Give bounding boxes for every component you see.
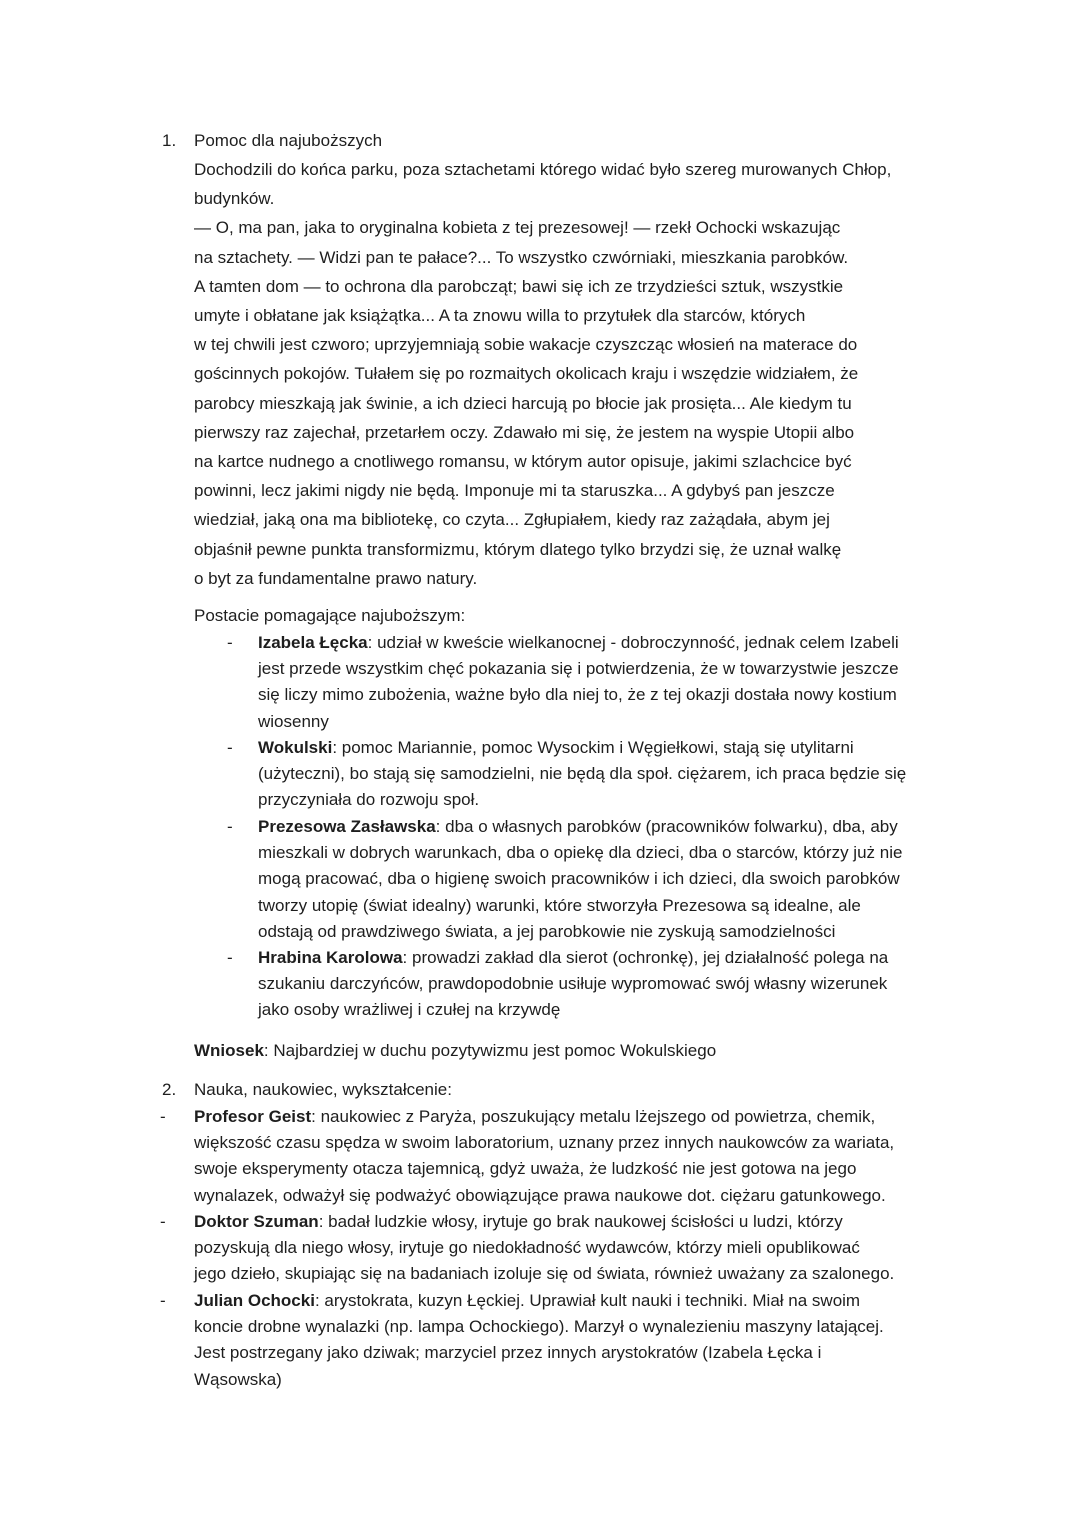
conclusion: Wniosek: Najbardziej w duchu pozytywizmu jest pomoc Wokulskiego bbox=[194, 1041, 717, 1060]
conclusion-label: Wniosek bbox=[194, 1041, 264, 1060]
passage-line: gościnnych pokojów. Tułałem się po rozmaitych okolicach kraju i wszędzie widziałem, że bbox=[194, 364, 859, 384]
character-name: Hrabina Karolowa bbox=[258, 948, 403, 967]
passage-line: A tamten dom — to ochrona dla parobcząt; bawi się ich ze trzydzieści sztuk, wszystkie bbox=[194, 276, 844, 296]
passage-line: pierwszy raz zajechał, przetarłem oczy. Zdawało mi się, że jestem na wyspie Utopii albo bbox=[194, 422, 855, 442]
passage-line: objaśnił pewne punkta transformizmu, którym dlatego tylko brzydzi się, że uznał walkę bbox=[194, 539, 842, 559]
section-2-title: Nauka, naukowiec, wykształcenie: bbox=[194, 1080, 452, 1099]
passage-line: wiedział, jaką ona ma bibliotekę, co czyta... Zgłupiałem, kiedy raz zażądała, abym jej bbox=[194, 510, 830, 530]
scientist-name: Doktor Szuman bbox=[194, 1212, 319, 1231]
section-1-number: 1. bbox=[162, 131, 177, 150]
quoted-passage bbox=[194, 155, 964, 593]
bullet-dash: - bbox=[227, 948, 233, 967]
passage-line: na kartce nudnego a cnotliwego romansu, w którym autor opisuje, jakimi szlachcice być bbox=[194, 452, 852, 472]
passage-line: powinni, lecz jakimi nigdy nie będą. Imponuje mi ta staruszka... A gdybyś pan jeszcze bbox=[194, 481, 835, 501]
document-page: 1. Pomoc dla najuboższych Dochodzili do końca parku, poza sztachetami którego widać było szereg murowanych Chłop, budynków. — O, ma pan, jaka to oryginalna kobieta z tej prezesowej! — rzekł Ochocki wskazując na sztachety. — Widzi pan te pałace?... To wszystko czwórniaki, mieszkania parobków. A tamten dom — to ochrona dla parobcząt; bawi się ich ze trzydzieści sztuk, wszystkie umyte i obłatane jak książątka... A ta znowu willa to przytułek dla starców, których w tej chwili jest czworo; uprzyjemniają sobie wakacje czyszcząc włosień na materace do gościnnych pokojów. Tułałem się po rozmaitych okolicach kraju i wszędzie widziałem, że parobcy mieszkają jak świnie, a ich dzieci harcują po błocie jak prosięta... Ale kiedym tu pierwszy raz zajechał, przetarłem oczy. Zdawało mi się, że jestem na wyspie Utopii albo na kartce nudnego a cnotliwego romansu, w którym autor opisuje, jakimi szlachcice być powinni, lecz jakimi nigdy nie będą. Imponuje mi ta staruszka... A gdybyś pan jeszcze wiedział, jaką ona ma bibliotekę, co czyta... Zgłupiałem, kiedy raz zażądała, abym jej objaśnił pewne punkta transformizmu, którym dlatego tylko brzydzi się, że uznał walkę o byt za fundamentalne prawo natury. Postacie pomagające najuboższym: - Izabela Łęcka: udział w kweście wielkanocnej - dobroczynność, jednak celem Izabeli jest przede wszystkim chęć pokazania się i potwierdzenia, że w towarzystwie jeszcze się liczy mimo zubożenia, ważne było dla niej to, że z tej okazji dostała nowy kostium wiosenny - Wokulski: pomoc Mariannie, pomoc Wysockim i Węgiełkowi, stają się utylitarni (użyteczni), bo stają się samodzielni, nie będą dla społ. ciężarem, ich praca będzie się przyczyniała do rozwoju społ. - Prezesowa Zasławska: dba o własnych parobków (pracowników folwarku), dba, aby mieszkali w dobrych warunkach, dba o opiekę dla dzieci, dba o starców, którzy już nie mogą pracować, dba o higienę swoich pracowników i ich dzieci, dla swoich parobków tworzy utopię (świat idealny) warunki, które stworzyła Prezesowa są idealne, ale odstają od prawdziwego świata, a jej parobkowie nie zyskują samodzielności - Hrabina Karolowa: prowadzi zakład dla sierot (ochronkę), jej działalność polega na szukaniu darczyńców, prawdopodobnie usiłuje wypromować swój własny wizerunek jako osoby wrażliwej i czułej na krzywdę Wniosek: Najbardziej w duchu pozytywizmu jest pomoc Wokulskiego 2. Nauka, naukowiec, wykształcenie: - Profesor Geist: naukowiec z Paryża, poszukujący metalu lżejszego od powietrza, chemik, większość czasu spędza w swoim laboratorium, uznany przez innych naukowców za wariata, swoje eksperymenty otacza tajemnicą, gdyż uważa, że ludzkość nie jest gotowa na jego wynalazek, odważył się podważyć obowiązujące prawa naukowe dot. ciężaru gatunkowego. - Doktor Szuman: badał ludzkie włosy, irytuje go brak naukowej ścisłości u ludzi, którzy pozyskują dla niego włosy, irytuje go niedokładność wydawców, którzy mieli opublikować jego dzieło, skupiając się na badaniach izoluje się od świata, również uważany za szalonego. - Julian Ochocki: arystokrata, kuzyn Łęckiej. Uprawiał kult nauki i techniki. Miał na swoim koncie drobne wynalazki (np. lampa Ochockiego). Marzył o wynalezieniu maszyny latającej. Jest postrzegany jako dziwak; marzyciel przez innych arystokratów (Izabela Łęcka i Wąsowska) bbox=[0, 0, 1080, 1527]
character-name: Wokulski bbox=[258, 738, 333, 757]
passage-line: na sztachety. — Widzi pan te pałace?... To wszystko czwórniaki, mieszkania parobków. bbox=[194, 247, 849, 267]
passage-line: w tej chwili jest czworo; uprzyjemniają sobie wakacje czyszcząc włosień na materace do bbox=[194, 335, 858, 355]
bullet-dash: - bbox=[160, 1212, 166, 1231]
passage-line: Dochodzili do końca parku, poza sztachetami którego widać było szereg murowanych Chłop, bbox=[194, 160, 892, 179]
passage-line: parobcy mieszkają jak świnie, a ich dzieci harcują po błocie jak prosięta... Ale kiedym tu bbox=[194, 393, 852, 413]
bullet-dash: - bbox=[160, 1291, 166, 1310]
passage-line: — O, ma pan, jaka to oryginalna kobieta z tej prezesowej! — rzekł Ochocki wskazując bbox=[194, 218, 841, 238]
scientist-name: Profesor Geist bbox=[194, 1107, 312, 1126]
bullet-dash: - bbox=[227, 633, 233, 652]
scientist-name: Julian Ochocki bbox=[194, 1291, 315, 1310]
passage-line: budynków. bbox=[194, 189, 275, 209]
bullet-dash: - bbox=[227, 738, 233, 757]
character-name: Izabela Łęcka bbox=[258, 633, 368, 652]
character-name: Prezesowa Zasławska bbox=[258, 817, 436, 836]
section-2-number: 2. bbox=[162, 1080, 177, 1099]
passage-line: umyte i obłatane jak książątka... A ta znowu willa to przytułek dla starców, których bbox=[194, 306, 806, 326]
passage-line: o byt za fundamentalne prawo natury. bbox=[194, 568, 478, 588]
characters-heading: Postacie pomagające najuboższym: bbox=[194, 606, 466, 625]
bullet-dash: - bbox=[160, 1107, 166, 1126]
section-1-title: Pomoc dla najuboższych bbox=[194, 131, 383, 150]
bullet-dash: - bbox=[227, 817, 233, 836]
